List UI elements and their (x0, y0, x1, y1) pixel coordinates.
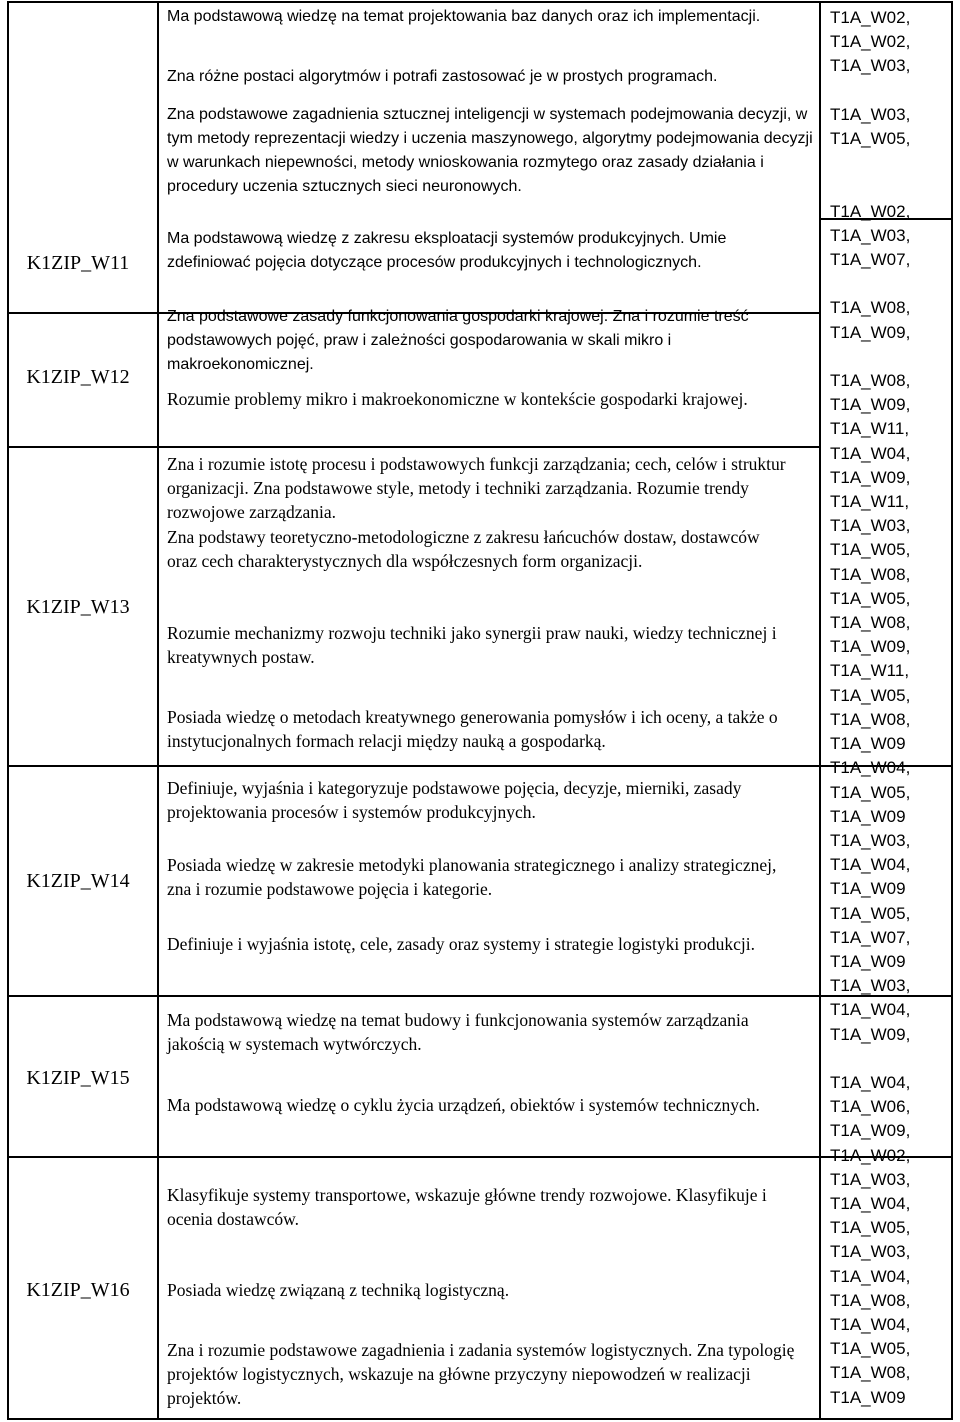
row-separator (7, 312, 159, 314)
subject-code: K1ZIP_W13 (26, 596, 130, 618)
learning-outcome-text: Rozumie mechanizmy rozwoju techniki jako synergii praw nauki, wiedzy technicznej i kreatywnych postaw. (167, 623, 777, 667)
learning-outcome-text: Zna i rozumie istotę procesu i podstawowych funkcji zarządzania; cech, celów i struktur organizacji. Zna podstawowe style, metody i techniki zarządzania. Rozumie trendy rozwojowe zarządzania. (167, 454, 786, 522)
row-separator (7, 995, 159, 997)
row-separator (157, 446, 821, 448)
column-separator-2 (819, 1, 821, 1420)
table-border-left (7, 1, 9, 1420)
learning-outcome-text: Zna i rozumie podstawowe zagadnienia i zadania systemów logistycznych. Zna typologię projektów logistycznych, wskazuje na główne przyczyny niepowodzeń w realizacji projektów. (167, 1340, 795, 1408)
column-separator-1 (157, 1, 159, 1420)
row-separator (7, 1156, 159, 1158)
subject-code: K1ZIP_W14 (26, 870, 130, 892)
row-separator (157, 995, 821, 997)
learning-outcome-text: Ma podstawową wiedzę z zakresu eksploatacji systemów produkcyjnych. Umie zdefiniować pojęcia dotyczące procesów produkcyjnych i technologicznych. (167, 230, 727, 271)
subject-code: K1ZIP_W16 (26, 1279, 130, 1301)
learning-outcome-text: Zna różne postaci algorytmów i potrafi zastosować je w prostych programach. (167, 68, 718, 85)
learning-outcome-text: Definiuje i wyjaśnia istotę, cele, zasady oraz systemy i strategie logistyki produkcji. (167, 934, 756, 954)
learning-outcome-text: Ma podstawową wiedzę na temat projektowania baz danych oraz ich implementacji. (167, 8, 761, 25)
row-separator (157, 1156, 821, 1158)
table-border-right (951, 1, 953, 1420)
learning-outcome-text: Definiuje, wyjaśnia i kategoryzuje podstawowe pojęcia, decyzje, mierniki, zasady projektowania procesów i systemów produkcyjnych. (167, 778, 742, 822)
effects-column-text: T1A_W02, T1A_W02, T1A_W03, T1A_W03, T1A_W05, T1A_W02, T1A_W03, T1A_W07, T1A_W08, T1A_W09, T1A_W08, T1A_W09, T1A_W11, T1A_W04, T1A_W09, T1A_W11, T1A_W03, T1A_W05, T1A_W08, T1A_W05, T1A_W08, T1A_W09, T1A_W11, T1A_W05, T1A_W08, T1A_W09 T1A_W04, T1A_W05, T1A_W09 T1A_W03, T1A_W04, T1A_W09 T1A_W05, T1A_W07, T1A_W09 T1A_W03, T1A_W04, T1A_W09, T1A_W04, T1A_W06, T1A_W09, T1A_W02, T1A_W03, T1A_W04, T1A_W05, T1A_W03, T1A_W04, T1A_W08, T1A_W04, T1A_W05, T1A_W08, T1A_W09 (830, 8, 911, 1407)
row-separator (157, 765, 821, 767)
subject-code: K1ZIP_W11 (26, 252, 130, 274)
table-border-top (7, 1, 953, 3)
learning-outcome-text: Posiada wiedzę w zakresie metodyki planowania strategicznego i analizy strategicznej, zna i rozumie podstawowe pojęcia i kategorie. (167, 855, 777, 899)
learning-outcome-text: Zna podstawowe zasady funkcjonowania gospodarki krajowej. Zna i rozumie treść podstawowych pojęć, praw i zależności gospodarowania w skali mikro i makroekonomicznej. (167, 308, 749, 373)
subject-code: K1ZIP_W12 (26, 366, 130, 388)
learning-outcome-text: Zna podstawy teoretyczno-metodologiczne z zakresu łańcuchów dostaw, dostawców oraz cech charakterystycznych dla współczesnych form organizacji. (167, 527, 760, 571)
learning-outcome-text: Posiada wiedzę związaną z techniką logistyczną. (167, 1280, 510, 1300)
row-separator (7, 765, 159, 767)
learning-outcome-text: Ma podstawową wiedzę na temat budowy i funkcjonowania systemów zarządzania jakością w systemach wytwórczych. (167, 1010, 749, 1054)
learning-outcome-text: Zna podstawowe zagadnienia sztucznej inteligencji w systemach podejmowania decyzji, w tym metody reprezentacji wiedzy i uczenia maszynowego, algorytmy podejmowania decyzji w warunkach niepewności, metody wnioskowania rozmytego oraz zasady działania i procedury uczenia sztucznych sieci neuronowych. (167, 106, 813, 195)
subject-code: K1ZIP_W15 (26, 1067, 130, 1089)
table-border-bottom (7, 1418, 953, 1420)
learning-outcome-text: Ma podstawową wiedzę o cyklu życia urządzeń, obiektów i systemów technicznych. (167, 1095, 760, 1115)
row-separator (7, 446, 159, 448)
learning-outcome-text: Rozumie problemy mikro i makroekonomiczne w kontekście gospodarki krajowej. (167, 389, 748, 409)
learning-outcome-text: Klasyfikuje systemy transportowe, wskazuje główne trendy rozwojowe. Klasyfikuje i ocenia dostawców. (167, 1185, 767, 1229)
learning-outcome-text: Posiada wiedzę o metodach kreatywnego generowania pomysłów i ich oceny, a także o instytucjonalnych formach relacji między nauką a gospodarką. (167, 707, 778, 751)
